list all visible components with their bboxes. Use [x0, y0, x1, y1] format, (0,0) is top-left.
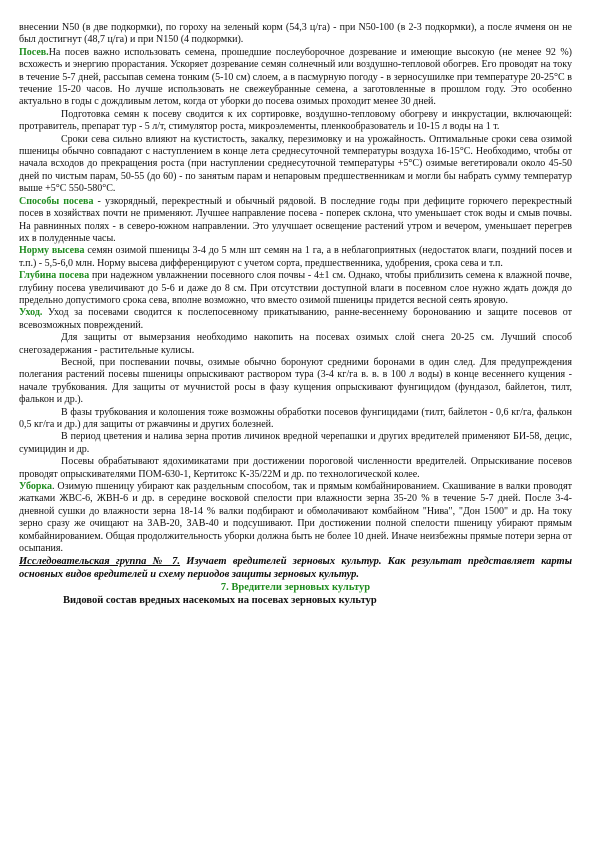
term-sowing: Посев.	[19, 46, 49, 58]
term-sowing-depth: Глубина посева	[19, 270, 90, 282]
paragraph-sowing-depth	[19, 270, 572, 307]
paragraph-sowing-depth-text: при надежном увлажнении посевного слоя почвы - 4±1 см. Однако, чтобы приблизить семена к влажной почве, глубину посева увеличивают до 5-6 и даже до 8 см. При отсутствии доступной влаги в посевном слое нужно ждать дождя до предельно допустимого срока сева, вполне возможно, что вместо озимой пшеницы придется весной сеять яровую.	[19, 270, 572, 306]
paragraph-care-text: Уход за посевами сводится к послепосевному прикатыванию, ранне-весеннему боронованию и защите посевов от всевозможных повреждений.	[19, 307, 572, 331]
paragraph-sowing-dates: Сроки сева сильно влияют на кустистость, закалку, перезимовку и на урожайность. Оптимальные сроки сева озимой пшеницы обычно совпадают с наступлением в конце лета среднесуточной температуры воздуха 16-15°С. Необходимо, чтобы от начала всходов до прекращения роста (при наступлении среднесуточной температуры +5°С) озимые вегетировали около 45-50 дней по чистым парам, 50-55 (до 60) - по занятым парам и непаровым предшественникам и могли бы набрать сумму температур выше +5°С 550-580°С.	[19, 133, 572, 195]
paragraph-sowing	[19, 47, 572, 109]
term-sowing-methods: Способы посева	[19, 195, 94, 207]
paragraph-fungicides: В фазы трубкования и колошения тоже возможны обработки посевов фунгицидами (тилт, байлетон - 0,6 кг/га, фалькон 0,5 кг/га и др.) для защиты от ржавчины и других болезней.	[19, 406, 572, 430]
paragraph-care	[19, 307, 572, 332]
section-subtitle: Видовой состав вредных насекомых на посевах зерновых культур	[63, 595, 377, 607]
research-task-label: Исследовательская группа № 7.	[19, 556, 181, 568]
paragraph-seeding-rate-text: семян озимой пшеницы 3-4 до 5 млн шт семян на 1 га, а в неблагоприятных (недостаток влаги, поздний посев и т.п.) - 5,5-6,0 млн. Норму высева дифференцируют с учетом сорта, предшественника, удобрения, срока сева и т.п.	[19, 245, 572, 269]
paragraph-sowing-text: На посев важно использовать семена, прошедшие послеуборочное дозревание и имеющие высокую (не менее 92 %) всхожесть и энергию прорастания. Ускоряет дозревание семян солнечный или воздушно-тепловой обогрев. Его проводят на току в течение 5-7 дней, рассыпав семена тонким (5-10 см) слоем, а в пасмурную погоду - в зерносушилке при температуре 20-25°С в течение 15-20 часов. Но лучше использовать не свежеубранные семена, а заготовленные в прошлом году. Это особенно актуально в годы с дождливым летом, когда от уборки до посева озимых проходит менее 30 дней.	[19, 46, 572, 108]
research-task	[19, 555, 572, 581]
paragraph-spring-harrowing: Весной, при поспевании почвы, озимые обычно боронуют средними боронами в один след. Для предупреждения полегания растений посевы пшеницы опрыскивают раствором тура (3-4 кг/га в. в. в 100 л воды) в конце весеннего кущения - начале трубкования. Для защиты от мучнистой росы в фазу кущения опрыскивают фунгицидом (фундазол, байлетон, тилт, фалькон и др.).	[19, 356, 572, 406]
research-task-text: Изучает вредителей зерновых культур. Как результат представляет карты основных видов вредителей и схему периодов защиты зерновых культур.	[19, 556, 572, 581]
document-page	[19, 22, 572, 607]
paragraph-harvest-text: . Озимую пшеницу убирают как раздельным способом, так и прямым комбайнированием. Скашивание в валки проводят жатками ЖВС-6, ЖВН-6 и др. в середине восковой спелости при влажности зерна 35-20 % в течение 5-7 дней. После 3-4-дневной сушки до влажности зерна 18-14 % валки подбирают и обмолачивают комбайном "Нива", "Дон 1500" и др. На току зерно сразу же очищают на ЗАВ-20, ЗАВ-40 и подсушивают. При достижении полной спелости пшеницу убирают прямым комбайнированием. Общая продолжительность уборки должна быть не более 10 дней. Иначе неизбежны прямые потери зерна от осыпания.	[19, 481, 572, 555]
section-title: 7. Вредители зерновых культур	[220, 582, 371, 594]
paragraph-harvest	[19, 481, 572, 555]
term-care: Уход.	[19, 307, 43, 319]
paragraph-sowing-methods-text: - узкорядный, перекрестный и обычный рядовой. В последние годы при дефиците горючего перекрестный посев в хозяйствах почти не применяют. Лучшее направление посева - поперек склона, что уменьшает сток воды и смыв почвы. На равнинных полях - в северо-южном направлении. Это улучшает освещение растений утром и вечером, уменьшает перегрев их в полуденные часы.	[19, 195, 572, 244]
paragraph-fertilizer-results: внесении N50 (в две подкормки), по гороху на зеленый корм (54,3 ц/га) - при N50-100 (в 2-3 подкормки), а после ячменя он не был достигнут (48,7 ц/га) и при N150 (4 подкормки).	[19, 22, 572, 46]
term-harvest: Уборка	[19, 481, 52, 493]
paragraph-pest-control: В период цветения и налива зерна против личинок вредной черепашки и других вредителей применяют БИ-58, децис, сумицидин и др.	[19, 431, 572, 455]
paragraph-spraying: Посевы обрабатывают ядохимикатами при достижении пороговой численности вредителей. Опрыскивание посевов проводят опрыскивателями ПОМ-630-1, Кертитокс К-35/22М и др. по технологической колее.	[19, 456, 572, 480]
paragraph-seeding-rate	[19, 245, 572, 270]
term-seeding-rate: Норму высева	[19, 245, 85, 257]
paragraph-sowing-methods	[19, 196, 572, 246]
paragraph-snow-retention: Для защиты от вымерзания необходимо накопить на посевах озимых слой снега 20-25 см. Лучший способ снегозадержания - растительные кулисы.	[19, 332, 572, 356]
paragraph-seed-preparation: Подготовка семян к посеву сводится к их сортировке, воздушно-тепловому обогреву и инкрустации, включающей: протравитель, препарат тур - 5 л/т, стимулятор роста, микроэлементы, пленкообразователь и 10-15 л воды на 1 т.	[19, 108, 572, 133]
